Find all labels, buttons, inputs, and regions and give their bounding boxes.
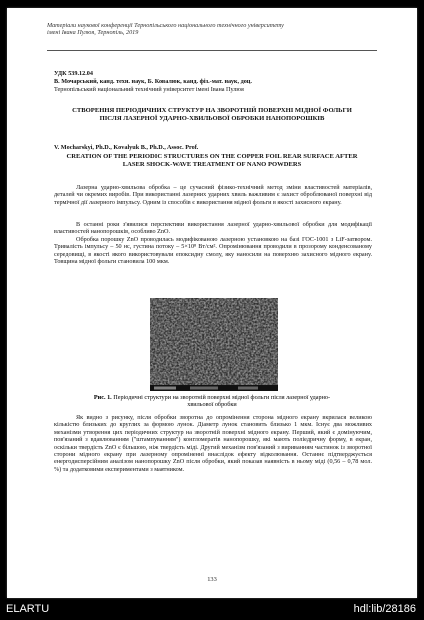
header-line-1: Матеріали наукової конференції Тернопільського національного технічного університету bbox=[47, 22, 284, 29]
paragraph-2: В останні роки з'явилися перспективи використання лазерної ударно-хвильової обробки для модифікації властивостей нанопорошків, особливо ZnO. bbox=[54, 221, 372, 236]
title-uk: СТВОРЕННЯ ПЕРІОДИЧНИХ СТРУКТУР НА ЗВОРОТНІЙ ПОВЕРХНІ МІДНОЇ ФОЛЬГИ ПІСЛЯ ЛАЗЕРНОЇ УДАРНО-ХВИЛЬОВОЇ ОБРОБКИ НАНОПОРОШКІВ bbox=[72, 107, 352, 122]
paragraph-3: Обробка порошку ZnO проводилась модифікованою лазерною установкою на базі ГОС-1001 з LiF-затвором. Тривалість імпульсу – 50 нс, густина потоку – 5×10⁸ Вт/см². Опромінювання проводили в прозорому конденсованому середовищі, в якості якого використовували епоксидну смолу, яку наносили на поверхню захисного мідного екрану. Товщина мідної фольги становила 100 мкм. bbox=[54, 236, 372, 266]
sem-micrograph-image bbox=[150, 298, 278, 391]
affiliation-uk: Тернопільський національний технічний університет імені Івана Пулюя bbox=[54, 86, 244, 93]
header-rule bbox=[47, 50, 377, 51]
title-en: CREATION OF THE PERIODIC STRUCTURES ON THE COPPER FOIL REAR SURFACE AFTER LASER SHOCK-WAVE TREATMENT OF NANO POWDERS bbox=[66, 153, 358, 168]
caption-label: Рис. 1. bbox=[93, 394, 112, 401]
header-line-2: імені Івана Пулюя, Тернопіль, 2019 bbox=[47, 29, 139, 37]
figure-caption bbox=[82, 394, 342, 409]
footer-repository-name: ELARTU bbox=[6, 603, 50, 615]
udc-code: УДК 539.12.04 bbox=[54, 70, 93, 77]
footer-handle[interactable]: hdl:lib/28186 bbox=[353, 603, 416, 615]
authors-uk: В. Мочарський, канд. техн. наук, Б. Ковалюк, канд. фіз.-мат. наук, доц. bbox=[54, 78, 252, 85]
page-number: 133 bbox=[207, 576, 217, 583]
paragraph-4: Як видно з рисунку, після обробки зворотна до опромінення сторона мідного екрану вкрилася великою кількістю близьких до круглих за формою лунок. Діаметр лунок становить близько 1 мкм. Існує два можливих механізми утворення цих періодичних структур на зворотній поверхні мідного екрану. Перший, який є домінуючим, пов'язаний з вдавлюванням ("штампуванням") конгломератів нанопорошку, які мають поліедричну форму, в екран, оскільки твердість ZnO є більшою, ніж твердість міді. Другий механізм пов'язаний з виривaнням частинок із зворотної сторони мідного екрану при лазерному опроміненні внаслідок ефекту відколювання. Останнє підтверджується енергодисперсійним аналізом нанопорошку ZnO після обробки, який показав наявність в ньому міді (0,56 – 0,78 мол. %) та додатковими експериментами з маятником. bbox=[54, 414, 372, 473]
paragraph-1: Лазерна ударно-хвильова обробка – це сучасний фізико-технічний метод зміни властивостей матеріалів, деталей чи окремих виробів. При використанні лазерних ударних хвиль важливим є захист оброблюваної поверхні від термічної дії лазерного імпульсу. Одним із способів є використання мідної фольги в якості захисного екрану. bbox=[54, 184, 372, 206]
conference-header bbox=[47, 22, 377, 36]
document-page bbox=[7, 8, 417, 598]
authors-en: V. Mocharskyi, Ph.D., Kovalyuk B., Ph.D., Assoc. Prof. bbox=[54, 144, 199, 151]
caption-text: Періодичні структури на зворотній поверхні мідної фольги після лазерної ударно-хвильової обробки bbox=[113, 394, 331, 409]
